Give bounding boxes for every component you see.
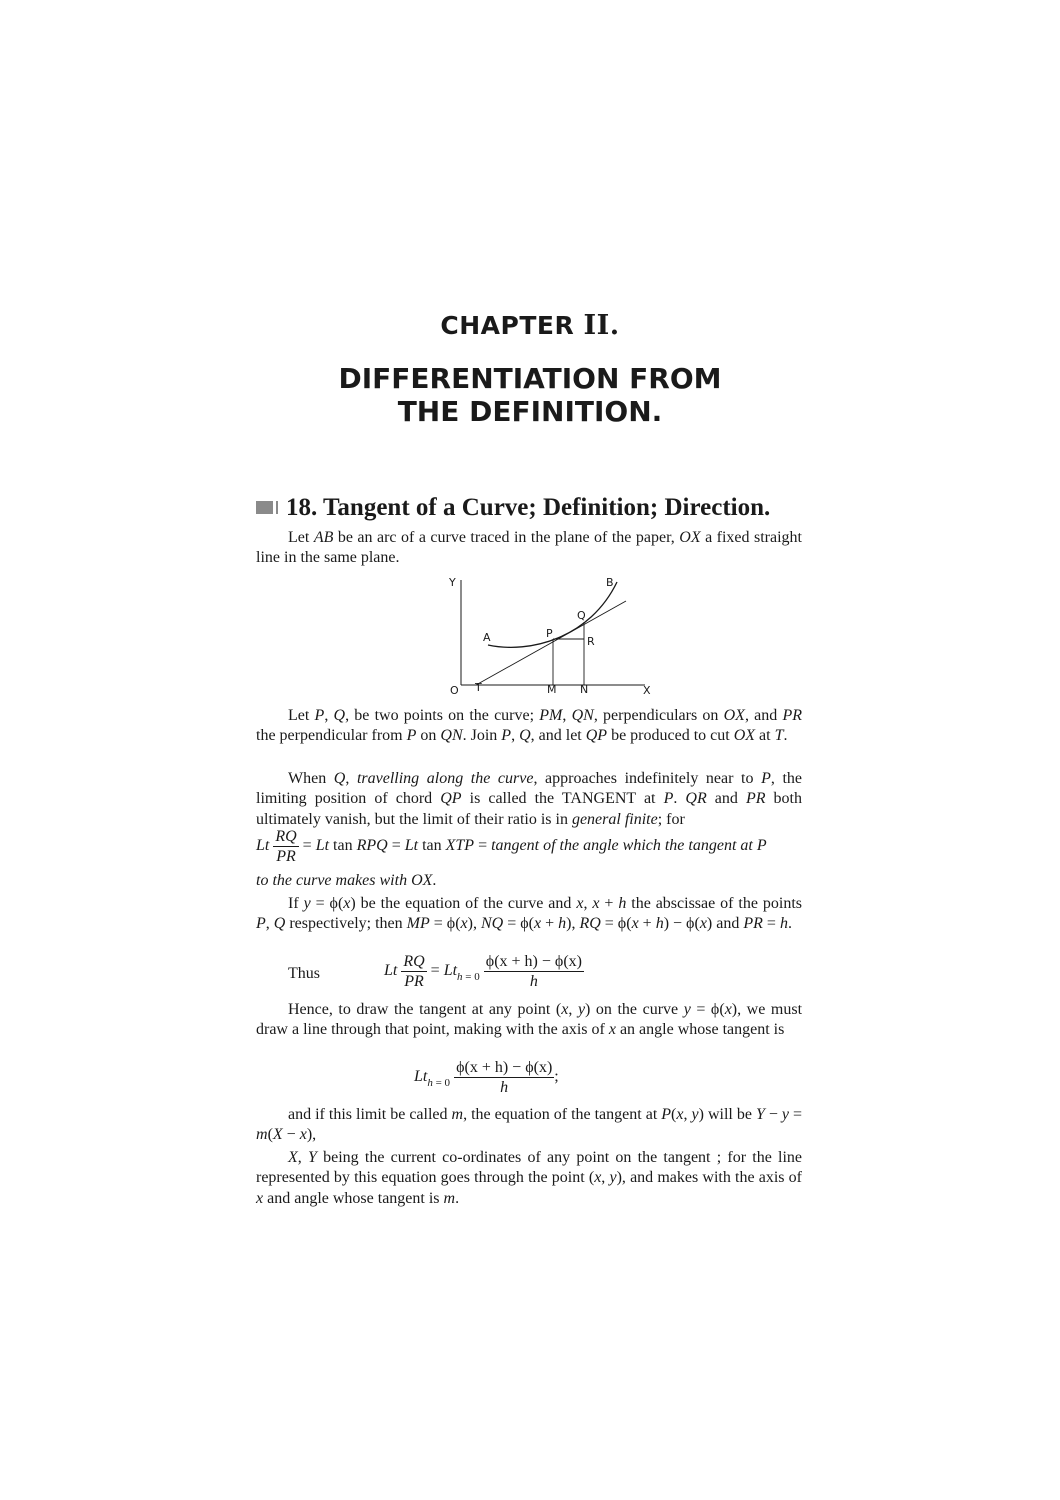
section-heading: 18. Tangent of a Curve; Definition; Direction. [256, 494, 770, 522]
paragraph-limit-m: and if this limit be called m, the equation of the tangent at P(x, y) will be Y − y = m(X − x), [256, 1106, 803, 1144]
chapter-label: CHAPTER II. [440, 310, 620, 341]
label-m: M [547, 683, 557, 696]
label-n: N [580, 683, 589, 696]
label-a: A [483, 631, 491, 644]
label-o: O [450, 684, 459, 697]
equation-thus: Lt $\frac{RQ}{PR}$ = $Lt_{h = 0}$ $\frac{\phi(x + h) - \phi(x)}{h}$ [384, 953, 582, 990]
paragraph-function: If y = ϕ(x) be the equation of the curve and x, x + h the abscissae of the points P, Q respectively; then MP = ϕ(x), NQ = ϕ(x + h), RQ = ϕ(x + h) − ϕ(x) and PR = h. [256, 895, 802, 933]
label-r: R [587, 635, 595, 648]
label-p: P [546, 627, 553, 640]
label-x: X [643, 684, 651, 697]
paragraph-points: Let P, Q, be two points on the curve; PM, QN, perpendiculars on OX, and PR the perpendicular from P on QN. Join P, Q, and let QP be produced to cut OX at T. [256, 707, 803, 745]
chapter-title-line-2: THE DEFINITION. [397, 395, 663, 428]
paragraph-coordinates: X, Y being the current co-ordinates of any point on the tangent ; for the line represented by this equation goes through the point (x, y), and makes with the axis of x and angle whose tangent is m. [256, 1149, 803, 1207]
label-q: Q [577, 609, 586, 622]
label-t: T [475, 681, 482, 694]
chapter-title-line-1: DIFFERENTIATION FROM [338, 362, 722, 395]
label-y: Y [449, 576, 456, 589]
tangent-figure [440, 574, 660, 698]
label-b: B [606, 576, 614, 589]
paragraph-tangent-definition: When Q, travelling along the curve, approaches indefinitely near to P, the limiting position of chord QP is called the TANGENT at P. QR and PR both ultimately vanish, but the limit of their ratio is in general finite; for [256, 770, 803, 828]
paragraph-draw-tangent: Hence, to draw the tangent at any point (x, y) on the curve y = ϕ(x), we must draw a line through that point, making with the axis of x an angle whose tangent is [256, 1001, 803, 1039]
paragraph-intro: Let AB be an arc of a curve traced in the plane of the paper, OX a fixed straight line in the same plane. [256, 529, 803, 567]
equation-continuation: to the curve makes with OX. [256, 872, 437, 889]
equation-derivative-limit: $Lt_{h = 0}$ $\frac{\phi(x + h) - \phi(x)}{h}$ ; [414, 1059, 559, 1096]
thus-label: Thus [288, 965, 320, 982]
tangent-line [476, 601, 626, 685]
equation-limit-ratio: Lt $\frac{RQ}{PR}$ = Lt tan RPQ = Lt tan XTP = tangent of the angle which the tangent at P [256, 828, 767, 865]
section-marker-icon [256, 501, 273, 514]
